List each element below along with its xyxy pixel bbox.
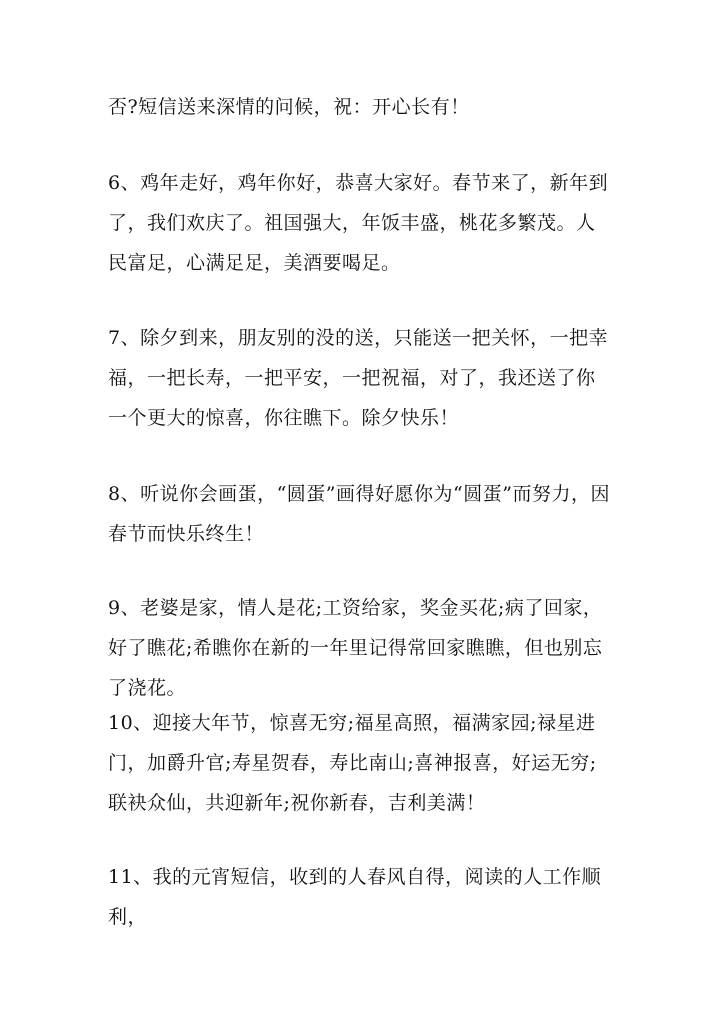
paragraph-item-6: 6、鸡年走好，鸡年你好，恭喜大家好。春节来了，新年到了，我们欢庆了。祖国强大，年饭丰盛，桃花多繁茂。人民富足，心满足足，美酒要喝足。: [108, 172, 609, 274]
paragraph-item-9: 9、老婆是家，情人是花;工资给家，奖金买花;病了回家，好了瞧花;希瞧你在新的一年里记得常回家瞧瞧，但也别忘了浇花。: [108, 597, 603, 699]
paragraph-item-8: 8、听说你会画蛋，“圆蛋”画得好愿你为“圆蛋”而努力，因春节而快乐终生！: [108, 483, 610, 545]
paragraph-item-7: 7、除夕到来，朋友别的没的送，只能送一把关怀，一把幸福，一把长寿，一把平安，一把祝福，对了，我还送了你一个更大的惊喜，你往瞧下。除夕快乐！: [108, 327, 609, 429]
paragraph-continuation: 否?短信送来深情的问候，祝：开心长有！: [108, 96, 470, 118]
paragraph-item-11: 11、我的元宵短信，收到的人春风自得，阅读的人工作顺利，: [108, 866, 602, 928]
paragraph-item-10: 10、迎接大年节，惊喜无穷;福星高照，福满家园;禄星进门，加爵升官;寿星贺春，寿比南山;喜神报喜，好运无穷;联袂众仙，共迎新年;祝你新春，吉利美满！: [108, 712, 597, 814]
